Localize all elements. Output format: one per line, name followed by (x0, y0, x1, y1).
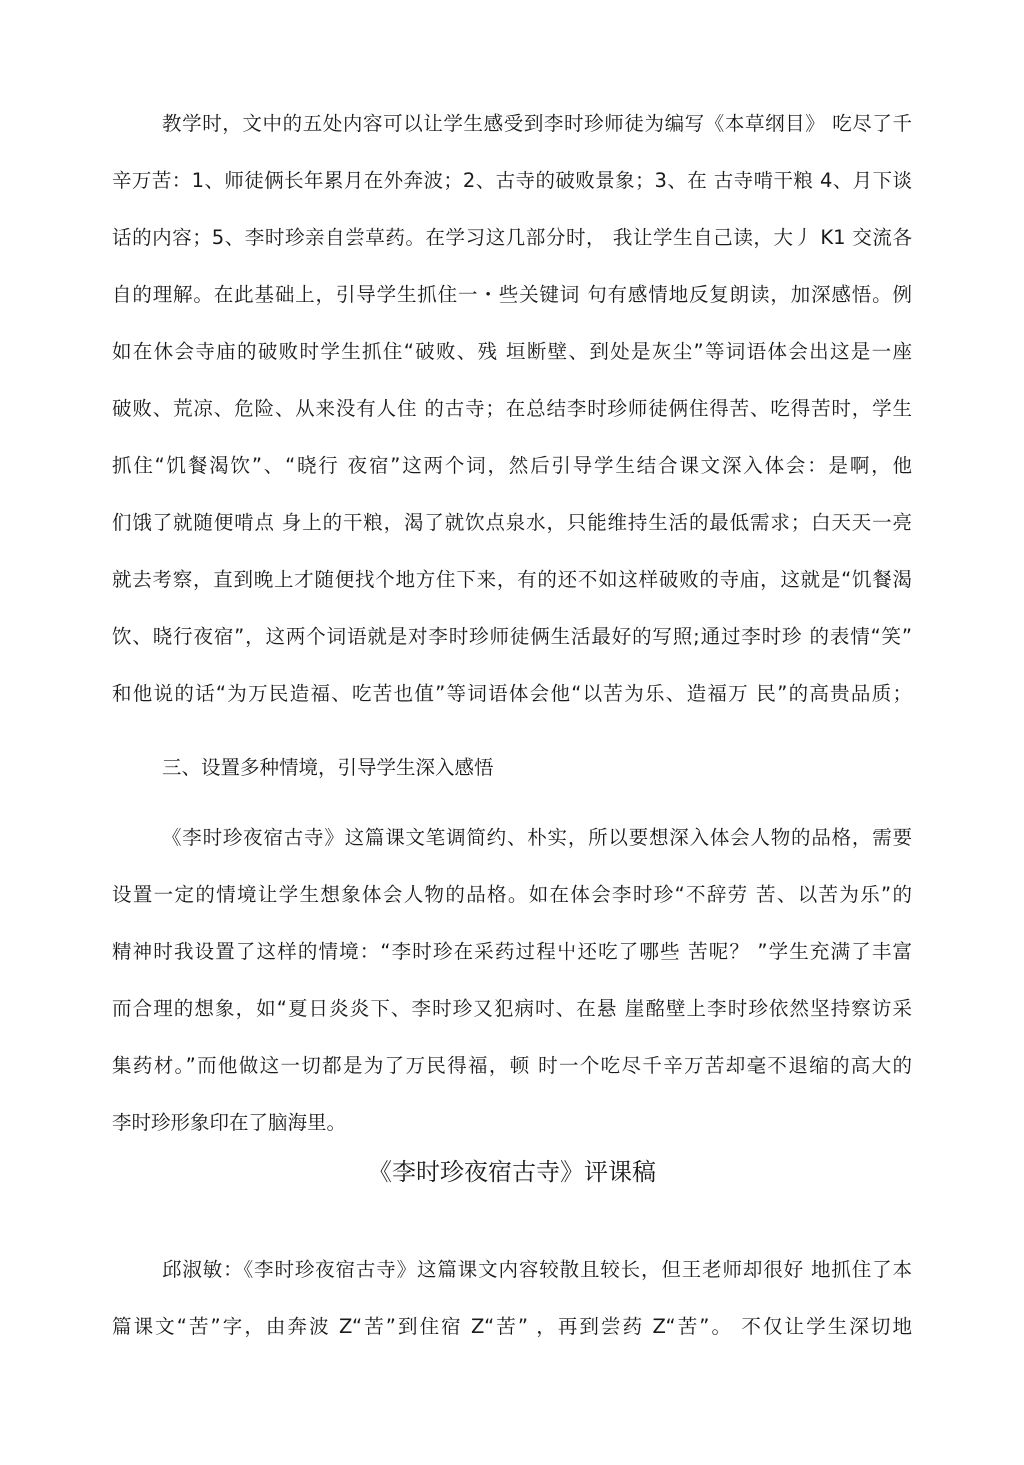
paragraph-line: 设置一定的情境让学生想象体会人物的品格。如在体会李时珍“不辞劳 苦、以苦为乐”的 (112, 883, 912, 906)
paragraph-line: 《李时珍夜宿古寺》这篇课文笔调简约、朴实，所以要想深入体会人物的品格，需要 (162, 826, 912, 849)
paragraph-line: 李时珍形象印在了脑海里。 (112, 1111, 347, 1134)
paragraph-line: 们饿了就随便啃点 身上的干粮，渴了就饮点泉水，只能维持生活的最低需求；白天天一亮 (112, 511, 912, 534)
paragraph-line: 破败、荒凉、危险、从来没有人住 的古寺；在总结李时珍师徒俩住得苦、吃得苦时，学生 (112, 397, 912, 420)
paragraph-line: 和他说的话“为万民造福、吃苦也值”等词语体会他“以苦为乐、造福万 民”的高贵品质； (112, 682, 912, 705)
paragraph-line: 精神时我设置了这样的情境：“李时珍在采药过程屮还吃了哪些 苦呢？ ”学生充满了丰富 (112, 940, 912, 963)
paragraph-line: 邱淑敏：《李时珍夜宿古寺》这篇课文内容较散且较长，但王老师却很好 地抓住了本 (162, 1258, 912, 1281)
paragraph-line: 饮、晓行夜宿”，这两个词语就是对李时珍师徒俩生活最好的写照;通过李时珍 的表情“笑” (112, 625, 912, 648)
section-heading: 三、设置多种情境，引导学生深入感悟 (162, 756, 494, 779)
paragraph-line: 就去考察，直到晚上才随便找个地方住下来，有的还不如这样破败的寺庙，这就是“饥餐渴 (112, 568, 912, 591)
paragraph-line: 如在休会寺庙的破败时学生抓住“破败、残 垣断壁、到处是灰尘”等词语体会出这是一座 (112, 340, 912, 363)
paragraph-line: 教学时，文中的五处内容可以让学生感受到李时珍师徒为编写《本草纲目》 吃尽了千 (162, 112, 912, 135)
paragraph-line: 篇课文“苦”字，由奔波 Z“苦”到住宿 Z“苦” ，再到尝药 Z“苦”。 不仅让学生深切地 (112, 1315, 912, 1338)
paragraph-line: 集药材。”而他做这一切都是为了万民得福，顿 时一个吃尽千辛万苦却毫不退缩的高大的 (112, 1054, 912, 1077)
paragraph-line: 话的内容；5、李时珍亲自尝草药。在学习这几部分时， 我让学生自己读，大丿 K1 交流各 (112, 226, 912, 249)
paragraph-line: 而合理的想象，如“夏日炎炎下、李时珍又犯病吋、在悬 崖酩壁上李时珍依然坚持察访采 (112, 997, 912, 1020)
page-title: 《李时珍夜宿古寺》评课稿 (368, 1158, 656, 1186)
paragraph-line: 辛万苦：1、师徒俩长年累月在外奔波；2、古寺的破败景象；3、在 古寺啃干粮 4、月下谈 (112, 169, 912, 192)
paragraph-line: 抓住“饥餐渴饮”、“晓行 夜宿”这两个词，然后引导学生结合课文深入体会：是啊，他 (112, 454, 912, 477)
paragraph-line: 自的理解。在此基础上，引导学生抓住一・些关键词 句有感情地反复朗读，加深感悟。例 (112, 283, 912, 306)
